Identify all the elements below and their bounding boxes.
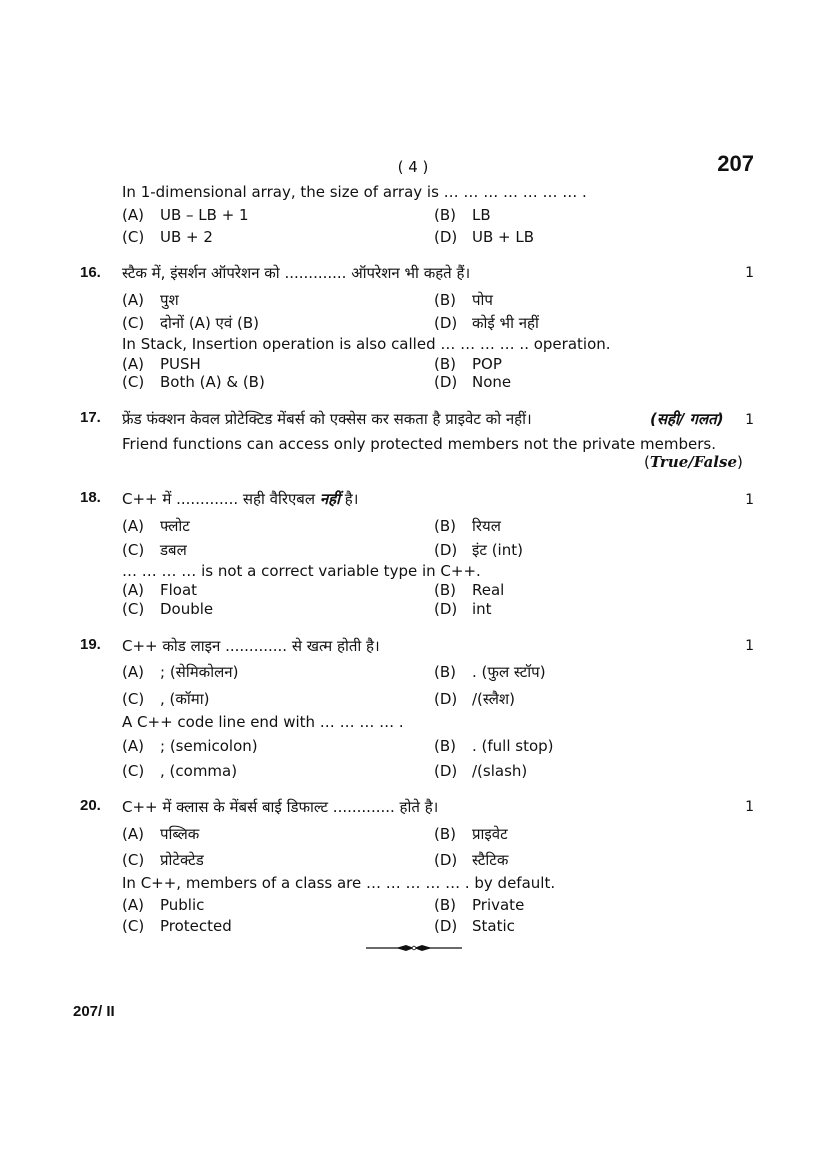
q18-option-b-hi: (B) रियल: [434, 517, 501, 535]
q20-option-c-hi: (C) प्रोटेक्टेड: [122, 851, 204, 869]
q20-option-a: (A) Public: [122, 896, 205, 914]
q16-question-hi: स्टैक में, इंसर्शन ऑपरेशन को ............. ऑपरेशन भी कहते हैं।: [122, 264, 471, 282]
q19-option-a-hi: (A) ; (सेमिकोलन): [122, 663, 239, 681]
q17-number: 17.: [80, 409, 101, 426]
q16-option-d-hi: (D) कोई भी नहीं: [434, 314, 539, 332]
q19-option-a: (A) ; (semicolon): [122, 737, 258, 755]
q17-statement-en: Friend functions can access only protected members not the private members.: [122, 435, 716, 453]
q16-marks: 1: [745, 265, 754, 281]
q17-true-false-hi: (सही/ गलत): [650, 410, 724, 428]
q20-option-a-hi: (A) पब्लिक: [122, 825, 200, 843]
q18-option-d-hi: (D) इंट (int): [434, 541, 523, 559]
q18-option-a: (A) Float: [122, 581, 198, 599]
q18-question-en: … … … … is not a correct variable type in C++.: [122, 562, 481, 580]
q16-option-a-hi: (A) पुश: [122, 291, 179, 309]
q18-option-c: (C) Double: [122, 600, 214, 618]
q19-option-d-hi: (D) /(स्लैश): [434, 690, 515, 708]
end-divider: [366, 942, 462, 954]
q20-question-hi: C++ में क्लास के मेंबर्स बाई डिफाल्ट ............. होते है।: [122, 798, 439, 816]
q20-option-d-hi: (D) स्टैटिक: [434, 851, 509, 869]
q20-number: 20.: [80, 797, 101, 814]
page-number: ( 4 ): [397, 158, 429, 176]
q16-option-c-hi: (C) दोनों (A) एवं (B): [122, 314, 259, 332]
q19-question-hi: C++ कोड लाइन ............. से खत्म होती है।: [122, 637, 380, 655]
q19-option-b-hi: (B) . (फुल स्टॉप): [434, 663, 546, 681]
q15-option-d: (D) UB + LB: [434, 228, 535, 246]
q19-question-en: A C++ code line end with … … … … .: [122, 713, 404, 731]
q20-option-b: (B) Private: [434, 896, 525, 914]
q19-option-b: (B) . (full stop): [434, 737, 554, 755]
q16-question-en: In Stack, Insertion operation is also called … … … … .. operation.: [122, 335, 611, 353]
q16-number: 16.: [80, 264, 101, 281]
q18-option-d: (D) int: [434, 600, 492, 618]
q18-number: 18.: [80, 489, 101, 506]
q16-option-d: (D) None: [434, 373, 512, 391]
q15-option-b: (B) LB: [434, 206, 491, 224]
q17-statement-hi: फ्रेंड फंक्शन केवल प्रोटेक्टिड मेंबर्स को एक्सेस कर सकता है प्राइवेट को नहीं।: [122, 410, 532, 428]
q16-option-b-hi: (B) पोप: [434, 291, 493, 309]
q20-marks: 1: [745, 799, 754, 815]
q19-option-c-hi: (C) , (कॉमा): [122, 690, 210, 708]
q19-number: 19.: [80, 636, 101, 653]
q18-option-c-hi: (C) डबल: [122, 541, 187, 559]
q18-option-b: (B) Real: [434, 581, 505, 599]
q19-marks: 1: [745, 638, 754, 654]
q16-option-c: (C) Both (A) & (B): [122, 373, 265, 391]
q20-option-c: (C) Protected: [122, 917, 232, 935]
q18-marks: 1: [745, 492, 754, 508]
q16-option-b: (B) POP: [434, 355, 502, 373]
q20-option-b-hi: (B) प्राइवेट: [434, 825, 508, 843]
q18-question-hi: C++ में ............. सही वैरिएबल नहीं है।: [122, 490, 359, 508]
q17-true-false-en: (True/False): [644, 453, 743, 471]
q16-option-a: (A) PUSH: [122, 355, 201, 373]
q19-option-d: (D) /(slash): [434, 762, 528, 780]
q18-option-a-hi: (A) फ्लोट: [122, 517, 190, 535]
q20-option-d: (D) Static: [434, 917, 515, 935]
q15-question-en: In 1-dimensional array, the size of array is … … … … … … … .: [122, 183, 587, 201]
q17-marks: 1: [745, 412, 754, 428]
q15-option-a: (A) UB – LB + 1: [122, 206, 249, 224]
q15-option-c: (C) UB + 2: [122, 228, 213, 246]
q20-question-en: In C++, members of a class are … … … … … . by default.: [122, 874, 556, 892]
footer-paper-code: 207/ II: [73, 1003, 115, 1020]
q19-option-c: (C) , (comma): [122, 762, 238, 780]
paper-code: 207: [717, 151, 754, 176]
